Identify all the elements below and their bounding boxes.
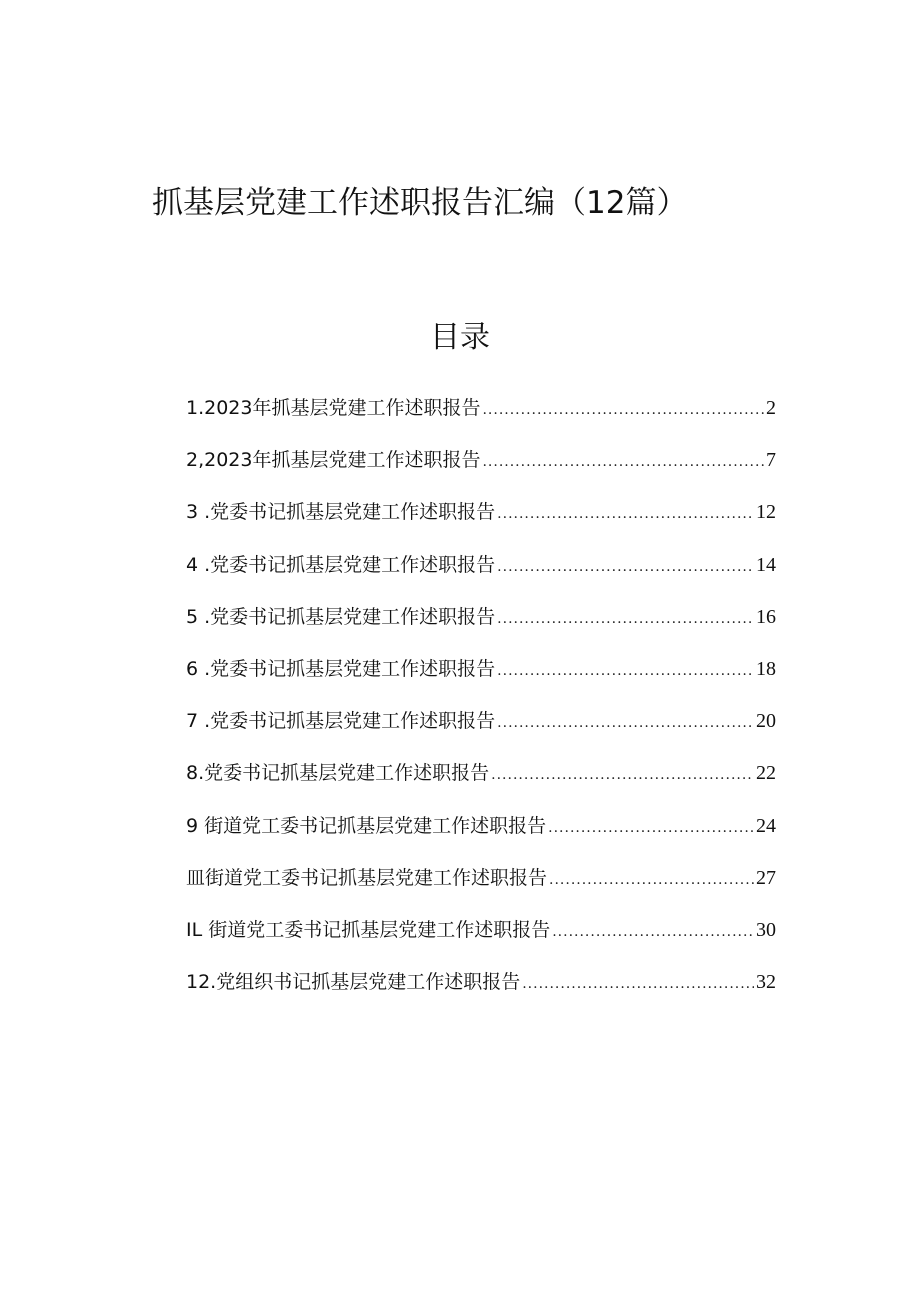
toc-dot-leader [522,964,754,1004]
toc-entry-label: 7 .党委书记抓基层党建工作述职报告 [186,710,496,733]
toc-page-number: 16 [756,605,776,628]
toc-dot-leader [549,860,754,900]
toc-dot-leader [497,651,754,691]
toc-entry-label: 8.党委书记抓基层党建工作述职报告 [186,762,490,785]
toc-entry-label: 5 .党委书记抓基层党建工作述职报告 [186,605,496,628]
toc-page-number: 7 [766,449,776,472]
toc-entry-label: IL 街道党工委书记抓基层党建工作述职报告 [186,918,551,941]
toc-dot-leader [497,703,754,743]
toc-entry-label: 12.党组织书记抓基层党建工作述职报告 [186,971,521,994]
toc-page-number: 32 [756,971,776,994]
toc-entry[interactable] [186,910,776,962]
toc-entry-label: 6 .党委书记抓基层党建工作述职报告 [186,657,496,680]
toc-dot-leader [497,494,754,534]
toc-heading: 目录 [430,320,490,355]
toc-dot-leader [552,912,754,952]
toc-entry-label: 皿街道党工委书记抓基层党建工作述职报告 [186,866,548,889]
toc-page-number: 14 [756,553,776,576]
toc-page-number: 2 [766,397,776,419]
toc-entry[interactable] [186,649,776,701]
toc-dot-leader [482,390,764,430]
toc-entry[interactable] [186,753,776,805]
toc-entry[interactable] [186,545,776,597]
toc-entry[interactable] [186,440,776,492]
toc-entry-label: 3 .党委书记抓基层党建工作述职报告 [186,501,496,524]
toc-dot-leader [497,547,754,587]
toc-entry[interactable] [186,701,776,753]
toc-page-number: 22 [756,762,776,785]
toc-entry-label: 9 街道党工委书记抓基层党建工作述职报告 [186,814,547,837]
toc-entry[interactable] [186,388,776,440]
toc-entry-label: 1.2023年抓基层党建工作述职报告 [186,397,481,419]
toc-entry-label: 4 .党委书记抓基层党建工作述职报告 [186,553,496,576]
toc-dot-leader [491,755,754,795]
toc-entry[interactable] [186,492,776,544]
toc-entry[interactable] [186,806,776,858]
toc-page-number: 18 [756,657,776,680]
toc-dot-leader [548,808,754,848]
toc-dot-leader [497,599,754,639]
toc-page-number: 27 [756,866,776,889]
document-title: 抓基层党建工作述职报告汇编（12篇） [152,185,688,221]
toc-entry[interactable] [186,597,776,649]
toc-page-number: 20 [756,710,776,733]
toc-entry[interactable] [186,858,776,910]
toc-page-number: 30 [756,918,776,941]
table-of-contents [186,388,776,1014]
toc-entry-label: 2,2023年抓基层党建工作述职报告 [186,449,481,472]
toc-page-number: 24 [756,814,776,837]
toc-dot-leader [482,442,764,482]
toc-entry[interactable] [186,962,776,1014]
toc-page-number: 12 [756,501,776,524]
